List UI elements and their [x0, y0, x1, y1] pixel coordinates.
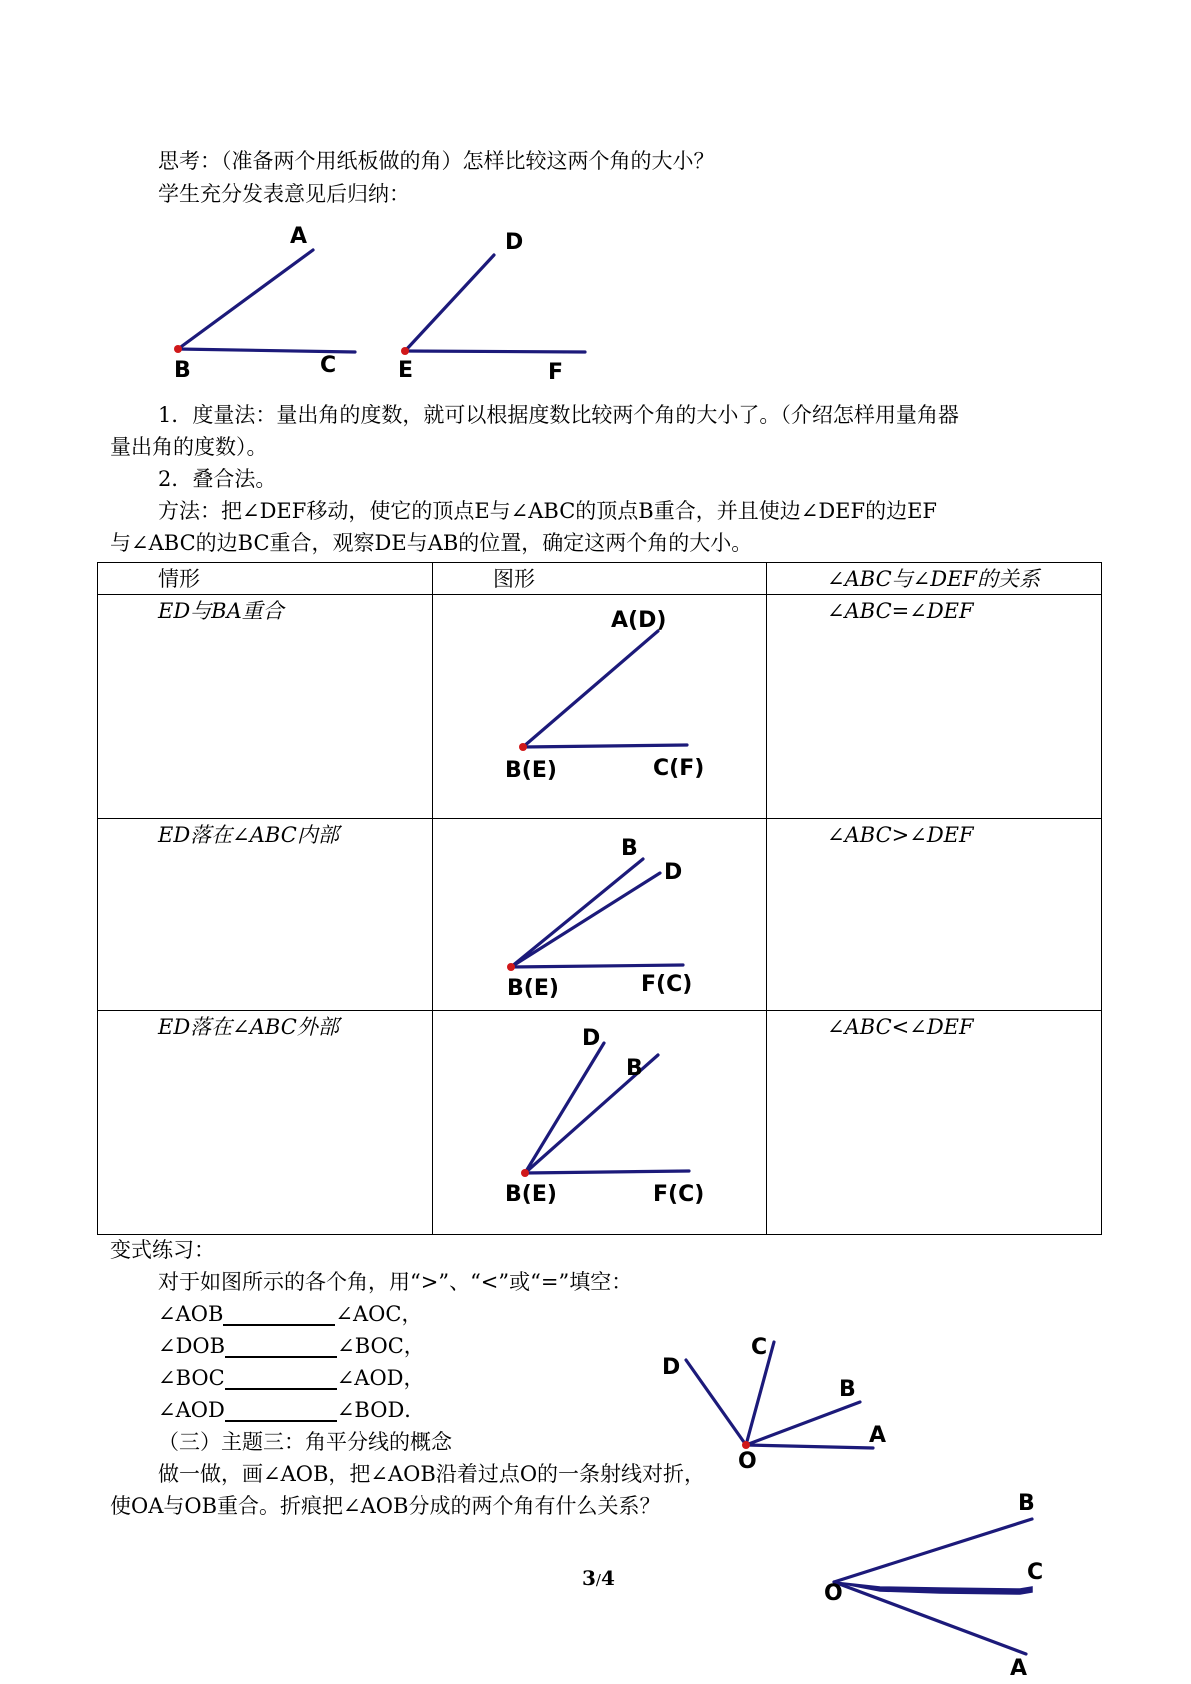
header-cell: 图形 [433, 563, 767, 595]
method1-line1: 1．度量法：量出角的度数，就可以根据度数比较两个角的大小了。（介绍怎样用量角器 [158, 403, 959, 427]
label-O: O [738, 1449, 757, 1474]
label-FC: F(C) [653, 1182, 705, 1207]
label-D: D [505, 230, 524, 255]
ray-EF [405, 351, 585, 352]
think-line: 思考：（准备两个用纸板做的角）怎样比较这两个角的大小？ [158, 149, 715, 173]
ray-OB [834, 1519, 1032, 1582]
header-cell: 情形 [98, 563, 433, 595]
label-C: C [1027, 1560, 1044, 1585]
bisector-figure [820, 1490, 1060, 1680]
label-B: B [1018, 1491, 1035, 1516]
relation-cell: ∠ABC<∠DEF [767, 1011, 1102, 1235]
method1-line2: 量出角的度数）。 [110, 435, 268, 459]
variant-instruction: 对于如图所示的各个角，用“>”、“<”或“=”填空： [158, 1270, 633, 1294]
ray-BA [178, 250, 313, 349]
outside-figure [433, 1011, 767, 1235]
answer-blank[interactable] [225, 1366, 337, 1390]
ray-ED [405, 255, 494, 351]
label-B: B [839, 1377, 856, 1402]
activity-line2: 使OA与OB重合。折痕把∠AOB分成的两个角有什么关系？ [110, 1494, 661, 1518]
label-C: C [751, 1335, 768, 1360]
vertex-B [174, 345, 182, 353]
method-line2: 与∠ABC的边BC重合，观察DE与AB的位置，确定这两个角的大小。 [110, 531, 753, 555]
ray-ED [511, 873, 660, 967]
students-line: 学生充分发表意见后归纳： [158, 182, 410, 206]
ray-OA [746, 1445, 873, 1448]
topic3-title: （三）主题三：角平分线的概念 [158, 1430, 452, 1454]
ray-OB [746, 1402, 860, 1445]
ray-EF [511, 965, 683, 967]
ray-ED [525, 1043, 604, 1173]
method-line1: 方法：把∠DEF移动，使它的顶点E与∠ABC的顶点B重合，并且使边∠DEF的边EF [158, 499, 937, 523]
table-row [98, 1011, 1102, 1235]
table-row [98, 819, 1102, 1011]
vertex-O [742, 1441, 750, 1449]
coincide-figure [433, 595, 767, 819]
label-E: E [398, 358, 414, 383]
ray-BC-EF [523, 745, 687, 747]
vertex-BE [507, 963, 515, 971]
table-row [98, 595, 1102, 819]
ray-OD [686, 1360, 746, 1445]
label-D: D [662, 1355, 681, 1380]
two-angles-figure [150, 215, 600, 385]
label-B: B [174, 358, 191, 383]
variant-title: 变式练习： [110, 1238, 215, 1262]
label-A: A [290, 224, 308, 249]
exercise-row: ∠AOD ∠BOD． [158, 1398, 426, 1422]
label-A: A [869, 1423, 887, 1448]
label-CF: C(F) [653, 756, 705, 781]
label-A: A [1010, 1656, 1028, 1681]
figure-cell [433, 595, 767, 819]
label-O: O [824, 1581, 843, 1606]
vertex-BE [521, 1169, 529, 1177]
situation-cell: ED落在∠ABC内部 [98, 819, 433, 1011]
label-BE: B(E) [505, 758, 557, 783]
vertex-BE [519, 743, 527, 751]
vertex-E [401, 347, 409, 355]
method2-line: 2．叠合法。 [158, 467, 277, 491]
inside-figure [433, 819, 767, 1011]
label-BE: B(E) [507, 976, 559, 1001]
answer-blank[interactable] [223, 1302, 335, 1326]
figure-cell [433, 1011, 767, 1235]
label-FC: F(C) [641, 972, 693, 997]
label-F: F [548, 360, 564, 385]
figure-cell [433, 819, 767, 1011]
label-B: B [626, 1056, 643, 1081]
relation-cell: ∠ABC>∠DEF [767, 819, 1102, 1011]
relation-cell: ∠ABC=∠DEF [767, 595, 1102, 819]
header-cell: ∠ABC与∠DEF的关系 [767, 563, 1102, 595]
exercise-figure [655, 1328, 900, 1474]
label-D: D [664, 860, 683, 885]
ray-BC [178, 349, 355, 352]
exercise-row: ∠AOB ∠AOC， [158, 1302, 423, 1326]
page-number: 3/4 [582, 1566, 615, 1590]
answer-blank[interactable] [225, 1398, 337, 1422]
label-AD: A(D) [611, 608, 667, 633]
label-D: D [582, 1026, 601, 1051]
ray-BA [511, 859, 643, 967]
situation-cell: ED落在∠ABC外部 [98, 1011, 433, 1235]
situation-cell: ED与BA重合 [98, 595, 433, 819]
exercise-row: ∠BOC ∠AOD， [158, 1366, 425, 1390]
ray-BA-ED [523, 631, 658, 747]
label-B: B [621, 836, 638, 861]
exercise-row: ∠DOB ∠BOC， [158, 1334, 425, 1358]
label-BE: B(E) [505, 1182, 557, 1207]
activity-line1: 做一做，画∠AOB，把∠AOB沿着过点O的一条射线对折， [158, 1462, 706, 1486]
table-header-row [98, 563, 1102, 595]
answer-blank[interactable] [225, 1334, 337, 1358]
ray-EF [525, 1171, 689, 1173]
comparison-table [97, 562, 1102, 1235]
label-C: C [320, 353, 337, 378]
